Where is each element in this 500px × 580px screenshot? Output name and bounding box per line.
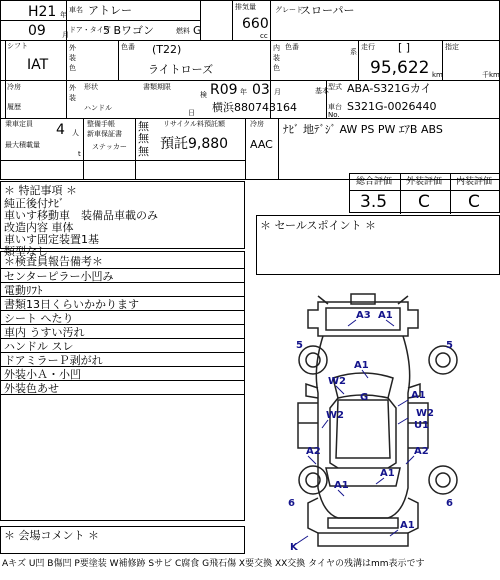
- mark-a2-left: A2: [306, 446, 321, 457]
- capacity-label: 乗車定員: [5, 120, 33, 128]
- sales-point-panel: [256, 215, 500, 275]
- fuel-type: G: [193, 24, 202, 37]
- inspector-note-item: 外装小Ａ・小凹: [4, 368, 81, 381]
- displacement-value: 660: [242, 16, 269, 32]
- mark-a2-right: A2: [414, 446, 429, 457]
- mark-a1-right-rear: A1: [380, 468, 395, 479]
- mark-right-rear-tire: 6: [446, 498, 453, 509]
- rear-right-tire-icon: [429, 466, 457, 494]
- door-type: 5 Bワゴン: [103, 24, 155, 37]
- recycle-label: リサイクル料預託額: [163, 120, 226, 128]
- front-left-tire-icon: [299, 346, 327, 374]
- interior-color-label: 内装色: [273, 44, 280, 72]
- interior-score: C: [468, 192, 480, 212]
- inspection-month-label: 月: [274, 88, 281, 96]
- mark-a3: A3: [356, 310, 371, 321]
- inspector-note-item: 外装色あせ: [4, 382, 59, 395]
- sales-point-title: ＊ セールスポイント ＊: [260, 219, 377, 232]
- special-note-item: 改造内容 車体: [4, 221, 74, 234]
- special-notes-panel: [0, 181, 245, 258]
- venue-comment-panel: [0, 526, 245, 554]
- venue-comment-title: ＊ 会場コメント ＊: [4, 529, 99, 542]
- equipment-list: ﾅﾋﾞ 地ﾃﾞｼﾞ AW PS PW ｴｱB ABS: [283, 123, 443, 136]
- mark-a1-hood: A1: [354, 360, 369, 371]
- handle-label: ハンドル: [84, 104, 112, 112]
- mark-left-front-tire: 5: [296, 340, 303, 351]
- mark-g: G: [360, 392, 369, 403]
- grade-label: グレード: [275, 6, 303, 14]
- plate-label: 検: [200, 91, 207, 99]
- exterior-row-label: 外装: [69, 84, 76, 102]
- mileage-unit: km: [432, 71, 443, 79]
- year-label: 年: [60, 11, 67, 19]
- mark-a1-bumper: A1: [400, 520, 415, 531]
- meter-label: 系: [350, 48, 357, 56]
- plate-number: 横浜880743164: [212, 101, 297, 114]
- rear-left-tire-icon: [299, 466, 327, 494]
- aircon-label: 冷房: [250, 120, 264, 128]
- doc-deadline-label: 書類期限: [143, 83, 171, 91]
- inspector-note-item: センターピラー小凹み: [4, 270, 114, 283]
- color-name: ライトローズ: [148, 63, 214, 76]
- exterior-color-label: 外装色: [69, 44, 76, 72]
- year-era: H21: [28, 4, 57, 20]
- mark-a1-bottom-left: A1: [334, 480, 349, 491]
- inspector-note-item: 車内 うすい汚れ: [4, 326, 85, 339]
- overall-score: 3.5: [360, 192, 388, 212]
- special-notes-title: ＊ 特記事項 ＊: [4, 184, 77, 197]
- interior-color-code-label: 色番: [285, 43, 299, 51]
- displacement-label: 排気量: [235, 3, 256, 11]
- doors-label: ドア・タイプ: [69, 26, 111, 34]
- mark-right-front-tire: 5: [446, 340, 453, 351]
- inspection-year: R09: [210, 82, 238, 98]
- vehicle-outline: [298, 294, 428, 546]
- inspection-year-label: 年: [240, 88, 247, 96]
- special-note-item: 純正後付ﾅﾋﾞ: [4, 197, 65, 210]
- year-month: 09: [28, 23, 46, 39]
- grade-value: スローパー: [300, 4, 355, 17]
- car-name: アトレー: [88, 4, 132, 17]
- mark-w2-left-lower: W2: [326, 410, 344, 421]
- day-label: 日: [188, 109, 195, 117]
- mark-a1-front: A1: [378, 310, 393, 321]
- month-label: 月: [62, 31, 69, 39]
- model-label: 型式: [328, 83, 342, 91]
- special-note-item: 車いす固定装置1基: [4, 233, 99, 246]
- warranty-value: 無: [138, 132, 149, 145]
- capacity-designation-label: 指定: [445, 43, 459, 51]
- maintenance-value: 無: [138, 120, 149, 133]
- aircon-row-label: 冷房: [7, 83, 21, 91]
- max-load-label: 最大積載量: [5, 141, 40, 149]
- chassis-number: S321G-0026440: [347, 100, 437, 113]
- mark-w2-right: W2: [416, 408, 434, 419]
- special-note-item: 類型なし: [4, 245, 48, 258]
- capacity-value: 4: [56, 122, 65, 138]
- inspector-note-item: ドアミラーＰ剥がれ: [4, 354, 103, 367]
- inspector-notes-title: ＊検査員報告備考＊: [4, 255, 103, 268]
- vehicle-diagram: [268, 288, 458, 553]
- warranty-label: 新車保証書: [87, 130, 122, 138]
- mileage-value: 95,622: [370, 58, 430, 78]
- inspector-notes-panel: [0, 251, 245, 521]
- shift-label: シフト: [7, 42, 28, 50]
- score-panel: [349, 173, 500, 213]
- color-code: (T22): [152, 43, 182, 56]
- chassis-label: 車台No.: [328, 103, 342, 119]
- inspector-note-item: ハンドル スレ: [4, 340, 74, 353]
- shift-value: IAT: [27, 57, 49, 73]
- mileage-label: 走行: [361, 43, 375, 51]
- inspector-note-item: 書類13日くらいかかります: [4, 298, 139, 311]
- exterior-score-label: 外装評価: [406, 177, 443, 187]
- inspector-note-item: シート へたり: [4, 312, 74, 325]
- special-note-item: 車いす移動車 装備品車載のみ: [4, 209, 158, 222]
- history-label: 履歴: [7, 103, 21, 111]
- inspection-month: 03: [252, 82, 270, 98]
- mark-left-rear-tire: 6: [288, 498, 295, 509]
- tires: [299, 346, 457, 494]
- sticker-label: ステッカー: [92, 143, 127, 151]
- model-sub-label: 基本: [315, 87, 329, 95]
- sticker-value: 無: [138, 145, 149, 158]
- inspector-note-item: 電動ﾘﾌﾄ: [4, 284, 43, 297]
- maintenance-label: 整備手帳: [87, 120, 115, 128]
- interior-score-label: 内装評価: [456, 177, 493, 187]
- color-code-label: 色番: [121, 43, 135, 51]
- shape-label: 形状: [84, 83, 98, 91]
- fuel-label: 燃料: [176, 27, 190, 35]
- mark-w2-left: W2: [328, 376, 346, 387]
- mark-a1-right-door: A1: [411, 390, 426, 401]
- max-load-unit: t: [78, 150, 81, 158]
- car-name-label: 車名: [69, 6, 83, 14]
- exterior-score: C: [418, 192, 430, 212]
- model-code: ABA-S321Gカイ: [347, 82, 432, 95]
- damage-legend: Aキズ U凹 B傷凹 P要塗装 W補修跡 Sサビ C腐食 G飛石傷 X要交換 XX交換 タイヤの残溝はmm表示です: [2, 559, 425, 569]
- mark-k: K: [290, 542, 298, 553]
- mileage-bracket: [ ]: [398, 41, 411, 54]
- capacity-unit: 千km: [482, 71, 500, 79]
- capacity-person-unit: 人: [72, 129, 79, 137]
- aircon-value: AAC: [250, 138, 273, 151]
- mark-u1-right: U1: [414, 420, 430, 431]
- overall-score-label: 総合評価: [356, 177, 393, 187]
- displacement-unit: cc: [260, 32, 268, 40]
- recycle-amount: 預託9,880: [160, 136, 229, 152]
